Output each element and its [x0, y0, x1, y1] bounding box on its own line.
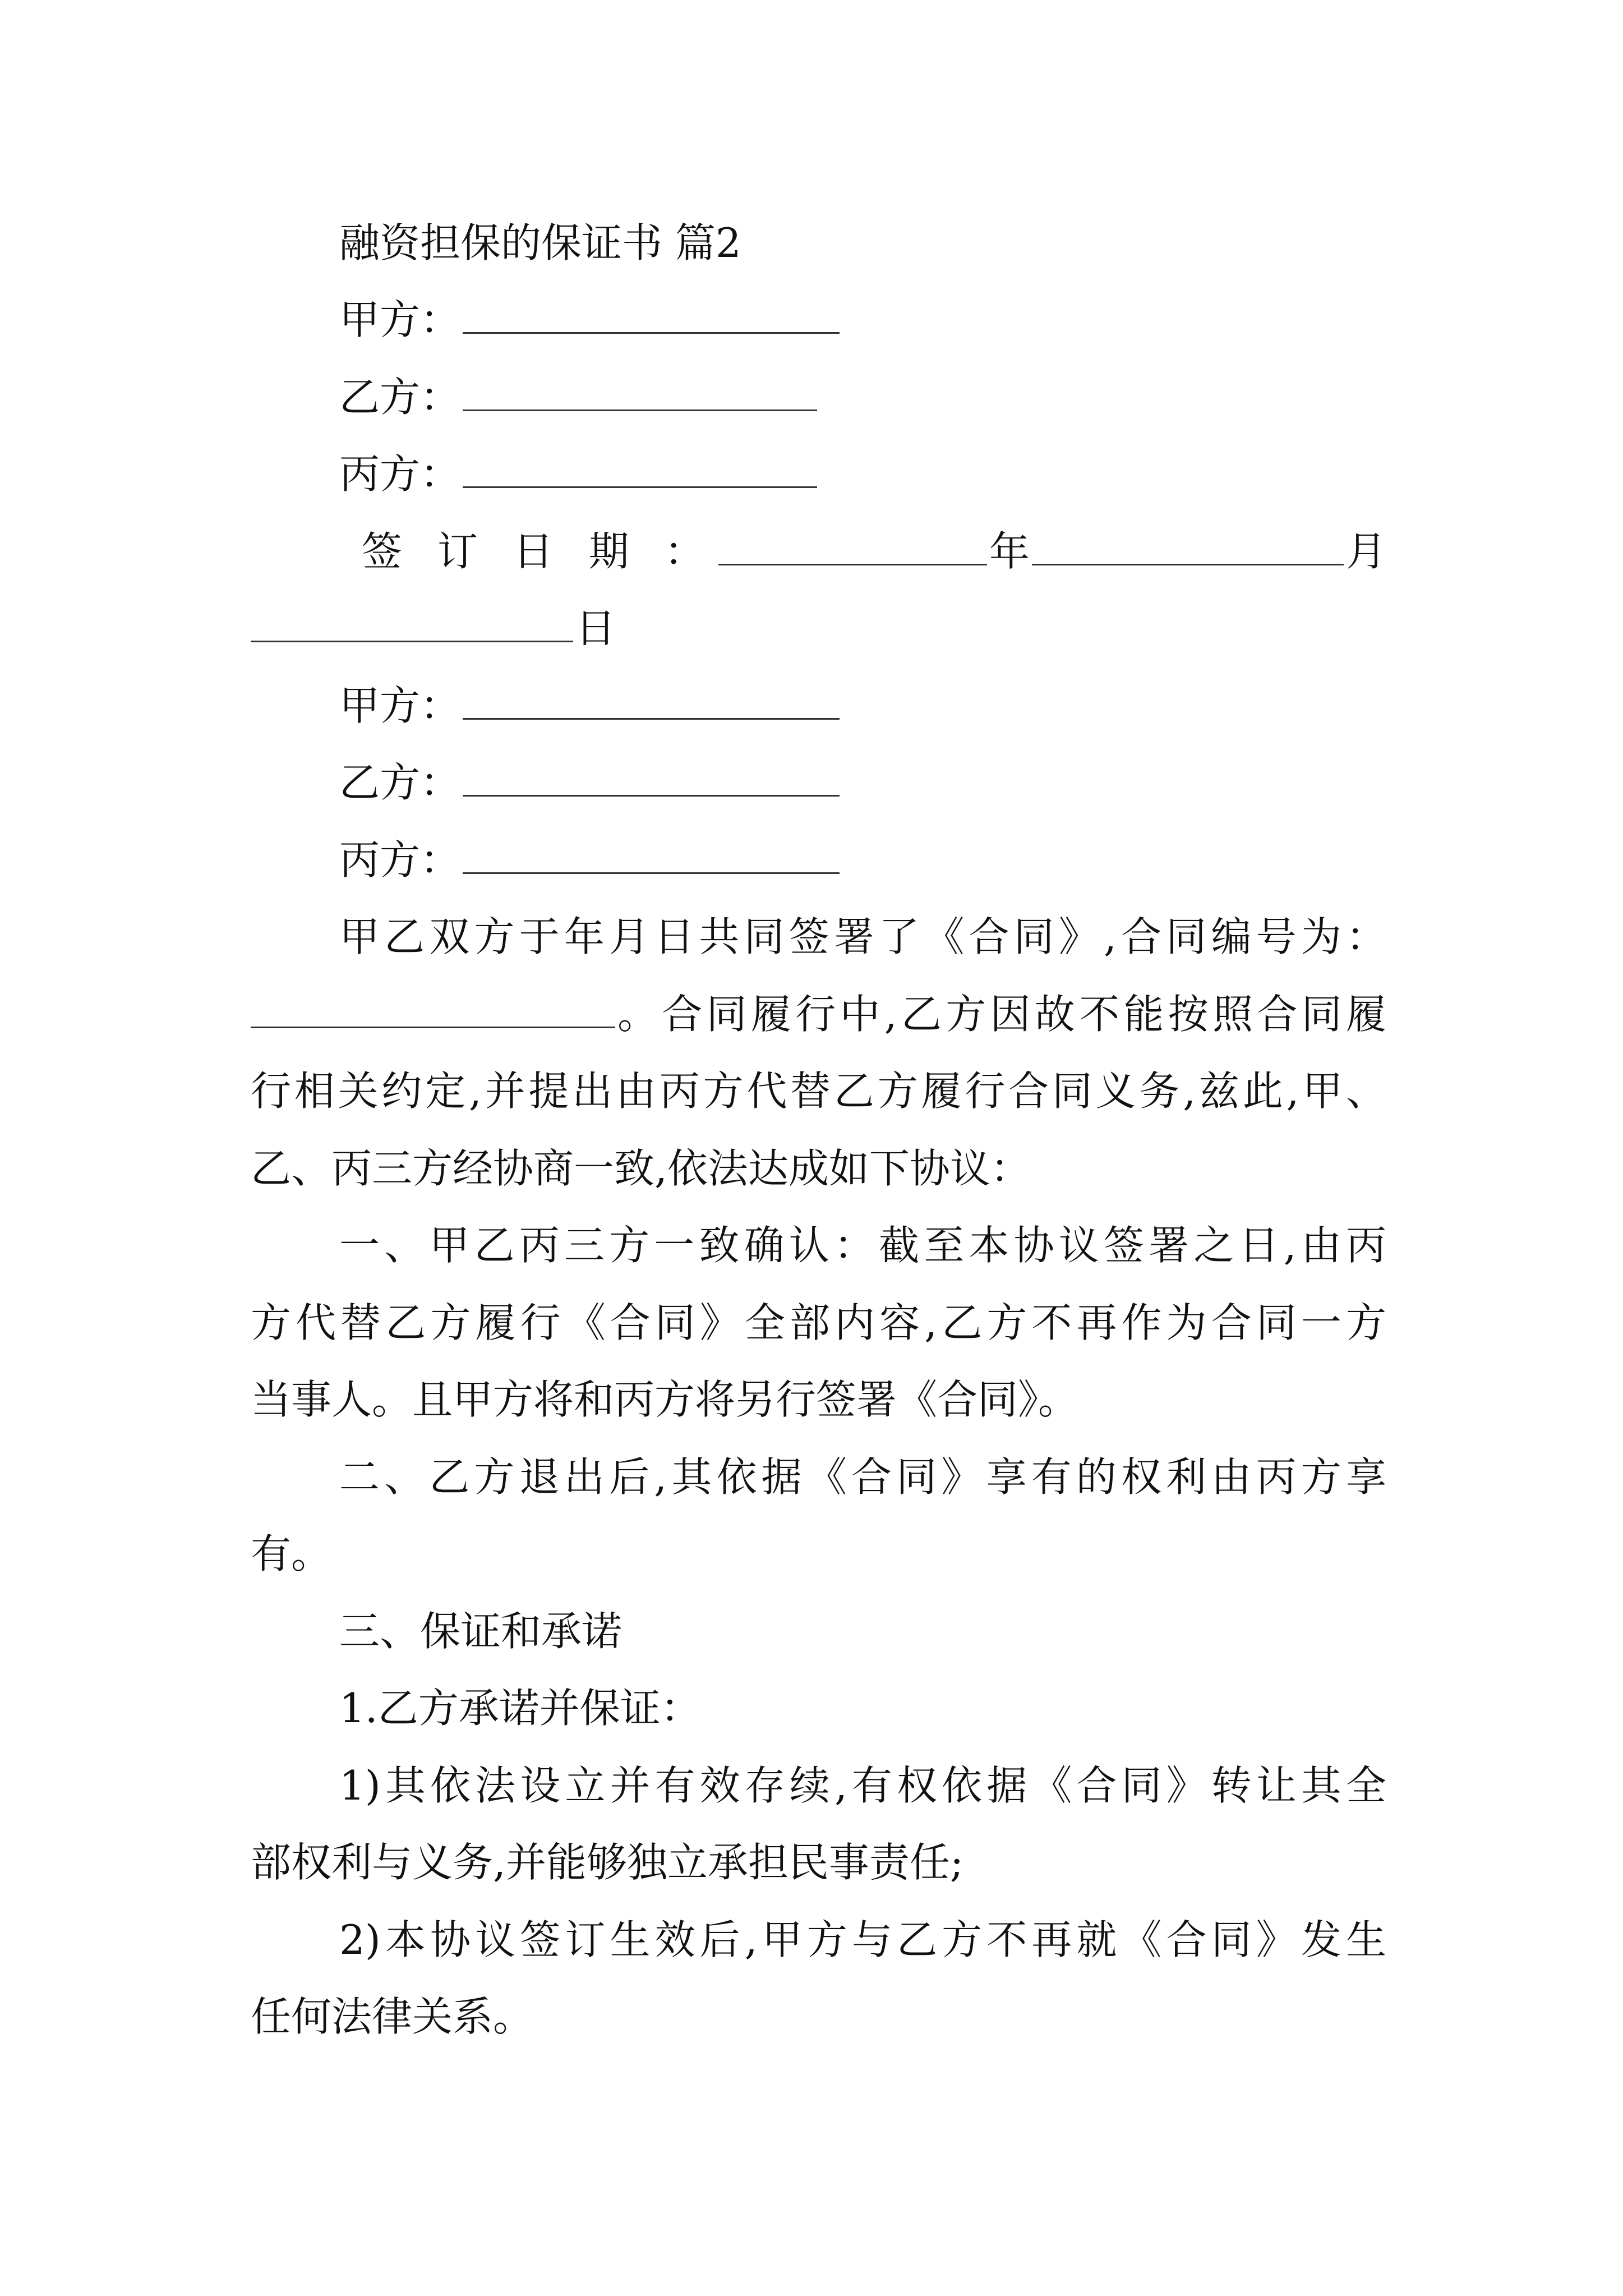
item-1-line: 1)其依法设立并有效存续,有权依据《合同》转让其全: [339, 1762, 1386, 1809]
party-c-blank: [463, 839, 840, 874]
clause-2-line: 有。: [251, 1530, 332, 1577]
party-b-label: 乙方：: [339, 759, 461, 806]
item-1-line: 部权利与义务,并能够独立承担民事责任;: [251, 1839, 964, 1886]
item-2-line: 2)本协议签订生效后,甲方与乙方不再就《合同》发生: [339, 1916, 1386, 1963]
party-a-field-2: [339, 668, 1386, 744]
party-a-blank: [463, 298, 840, 334]
party-b-field: [339, 359, 1386, 436]
clause-1-line: 方代替乙方履行《合同》全部内容,乙方不再作为合同一方: [251, 1299, 1386, 1346]
party-b-label: 乙方：: [339, 374, 461, 421]
month-blank: [1032, 530, 1344, 565]
contract-number-line: [251, 976, 1386, 1053]
paragraph-line: 甲乙双方于年月日共同签署了《合同》,合同编号为：: [339, 913, 1386, 960]
clause-3-1-heading: 1.乙方承诺并保证：: [339, 1685, 701, 1732]
party-a-label: 甲方：: [339, 296, 461, 343]
party-c-field: [339, 436, 1386, 513]
sign-date-label: 签 订 日 期 ：: [362, 528, 716, 575]
paragraph-line: 行相关约定,并提出由丙方代替乙方履行合同义务,兹此,甲、: [251, 1068, 1386, 1115]
party-b-field-2: [339, 744, 1386, 821]
clause-2-line: 二、乙方退出后,其依据《合同》享有的权利由丙方享: [339, 1453, 1386, 1501]
contract-number-blank: [251, 993, 615, 1028]
year-label: 年: [989, 528, 1030, 575]
party-c-field-2: [339, 822, 1386, 899]
item-2-line: 任何法律关系。: [251, 1993, 534, 2040]
paragraph-line: 。合同履行中,乙方因故不能按照合同履: [617, 991, 1386, 1038]
party-a-blank: [463, 684, 840, 720]
party-a-label: 甲方：: [339, 682, 461, 729]
party-b-blank: [463, 761, 840, 797]
paragraph-line: 乙、丙三方经协商一致,依法达成如下协议：: [251, 1145, 1031, 1192]
year-blank: [718, 530, 987, 565]
party-a-field: [339, 282, 1386, 358]
sign-day-field: [251, 590, 1386, 667]
clause-1-line: 当事人。且甲方将和丙方将另行签署《合同》。: [251, 1376, 1079, 1423]
clause-1-line: 一、甲乙丙三方一致确认：截至本协议签署之日,由丙: [339, 1222, 1386, 1269]
month-label: 月: [1345, 528, 1386, 575]
day-label: 日: [575, 605, 616, 652]
party-b-blank: [463, 376, 817, 411]
party-c-label: 丙方：: [339, 836, 461, 884]
document-title: 融资担保的保证书 篇2: [339, 219, 741, 266]
party-c-label: 丙方：: [339, 450, 461, 498]
party-c-blank: [463, 453, 817, 488]
sign-date-field: [362, 513, 1386, 590]
clause-3-heading: 三、保证和承诺: [339, 1608, 623, 1655]
day-blank: [251, 607, 573, 642]
